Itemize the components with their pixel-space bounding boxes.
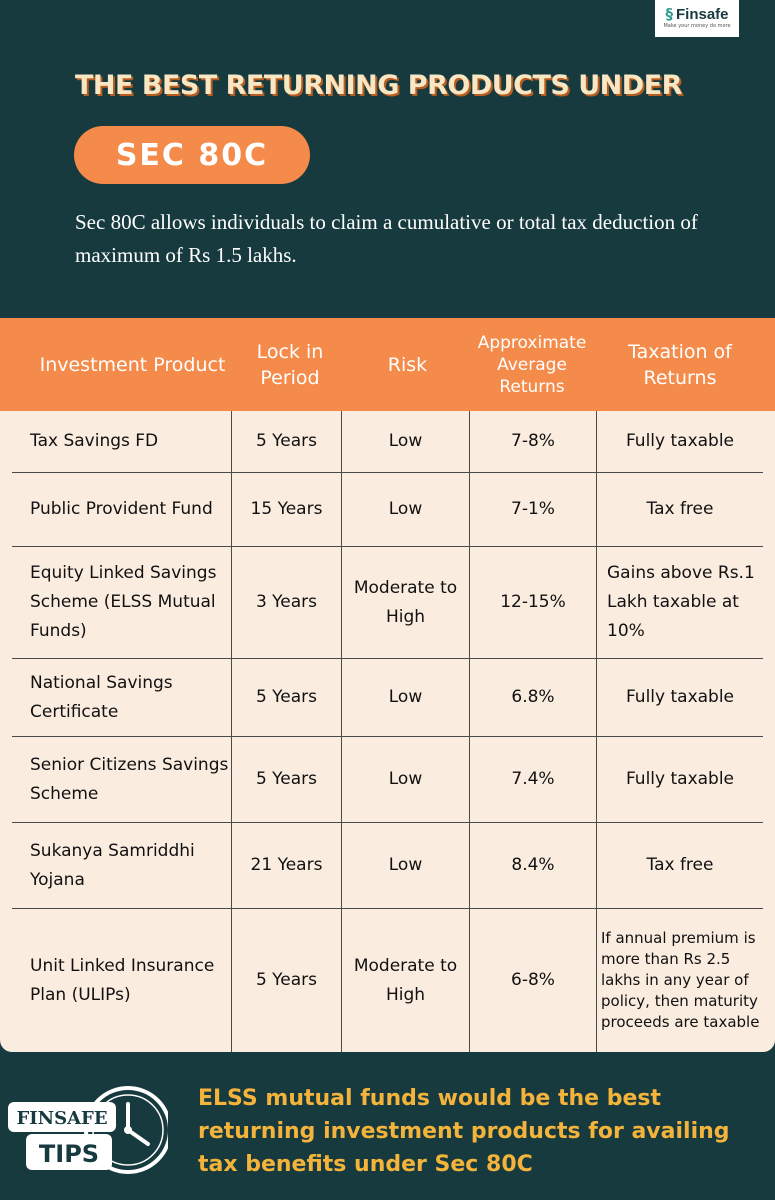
returns-cell: 6.8% bbox=[470, 659, 597, 737]
column-header: Investment Product bbox=[39, 353, 226, 376]
finsafe-logo bbox=[655, 0, 739, 37]
tax-cell: Tax free bbox=[597, 473, 763, 547]
table-row bbox=[12, 659, 763, 737]
logo-name: Finsafe bbox=[675, 6, 729, 23]
product-cell: National Savings Certificate bbox=[12, 659, 232, 737]
table-row bbox=[12, 547, 763, 659]
lock-cell: 15 Years bbox=[232, 473, 342, 547]
returns-cell: 12-15% bbox=[470, 547, 597, 659]
returns-cell: 6-8% bbox=[470, 909, 597, 1052]
tips-badge-line1: FINSAFE bbox=[16, 1108, 108, 1129]
comparison-table bbox=[0, 318, 775, 1052]
table-header bbox=[0, 318, 775, 411]
lock-cell: 21 Years bbox=[232, 823, 342, 909]
risk-cell: Low bbox=[342, 823, 470, 909]
table-row bbox=[12, 823, 763, 909]
tips-badge-line2: TIPS bbox=[38, 1140, 100, 1168]
risk-cell: Low bbox=[342, 659, 470, 737]
column-header: Approximate Average Returns bbox=[477, 332, 587, 397]
intro-text: Sec 80C allows individuals to claim a cumulative or total tax deduction of maximum of Rs 1.5 lakhs. bbox=[75, 210, 698, 267]
finsafe-tips-badge bbox=[8, 1082, 168, 1178]
column-header: Risk bbox=[387, 353, 428, 376]
tip-text: ELSS mutual funds would be the best returning investment products for availing tax benefits under Sec 80C bbox=[198, 1086, 730, 1177]
page-title: THE BEST RETURNING PRODUCTS UNDER bbox=[75, 70, 682, 101]
logo-tagline: Make your money do more bbox=[663, 23, 731, 29]
returns-cell: 8.4% bbox=[470, 823, 597, 909]
table-row bbox=[12, 909, 763, 1052]
table-row bbox=[12, 473, 763, 547]
tax-cell: Fully taxable bbox=[597, 737, 763, 823]
column-header: Lock in Period bbox=[256, 340, 324, 389]
risk-cell: Low bbox=[342, 737, 470, 823]
table-body bbox=[12, 411, 763, 1052]
product-cell: Tax Savings FD bbox=[12, 411, 232, 473]
product-cell: Sukanya Samriddhi Yojana bbox=[12, 823, 232, 909]
tax-cell: If annual premium is more than Rs 2.5 lakhs in any year of policy, then maturity proceeds are taxable bbox=[597, 909, 763, 1052]
table-row bbox=[12, 411, 763, 473]
returns-cell: 7.4% bbox=[470, 737, 597, 823]
column-header: Taxation of Returns bbox=[628, 340, 732, 389]
tax-cell: Fully taxable bbox=[597, 659, 763, 737]
tax-cell: Tax free bbox=[597, 823, 763, 909]
product-cell: Public Provident Fund bbox=[12, 473, 232, 547]
lock-cell: 5 Years bbox=[232, 909, 342, 1052]
product-cell: Equity Linked Savings Scheme (ELSS Mutual Funds) bbox=[12, 547, 232, 659]
lock-cell: 5 Years bbox=[232, 411, 342, 473]
s-mark-icon: § bbox=[665, 5, 673, 23]
lock-cell: 5 Years bbox=[232, 659, 342, 737]
risk-cell: Low bbox=[342, 411, 470, 473]
product-cell: Senior Citizens Savings Scheme bbox=[12, 737, 232, 823]
clock-icon bbox=[8, 1082, 168, 1178]
lock-cell: 5 Years bbox=[232, 737, 342, 823]
risk-cell: Low bbox=[342, 473, 470, 547]
lock-cell: 3 Years bbox=[232, 547, 342, 659]
product-cell: Unit Linked Insurance Plan (ULIPs) bbox=[12, 909, 232, 1052]
risk-cell: Moderate to High bbox=[342, 909, 470, 1052]
tax-cell: Gains above Rs.1 Lakh taxable at 10% bbox=[597, 547, 763, 659]
risk-cell: Moderate to High bbox=[342, 547, 470, 659]
tax-cell: Fully taxable bbox=[597, 411, 763, 473]
returns-cell: 7-8% bbox=[470, 411, 597, 473]
section-badge: SEC 80C bbox=[74, 126, 310, 184]
table-row bbox=[12, 737, 763, 823]
returns-cell: 7-1% bbox=[470, 473, 597, 547]
